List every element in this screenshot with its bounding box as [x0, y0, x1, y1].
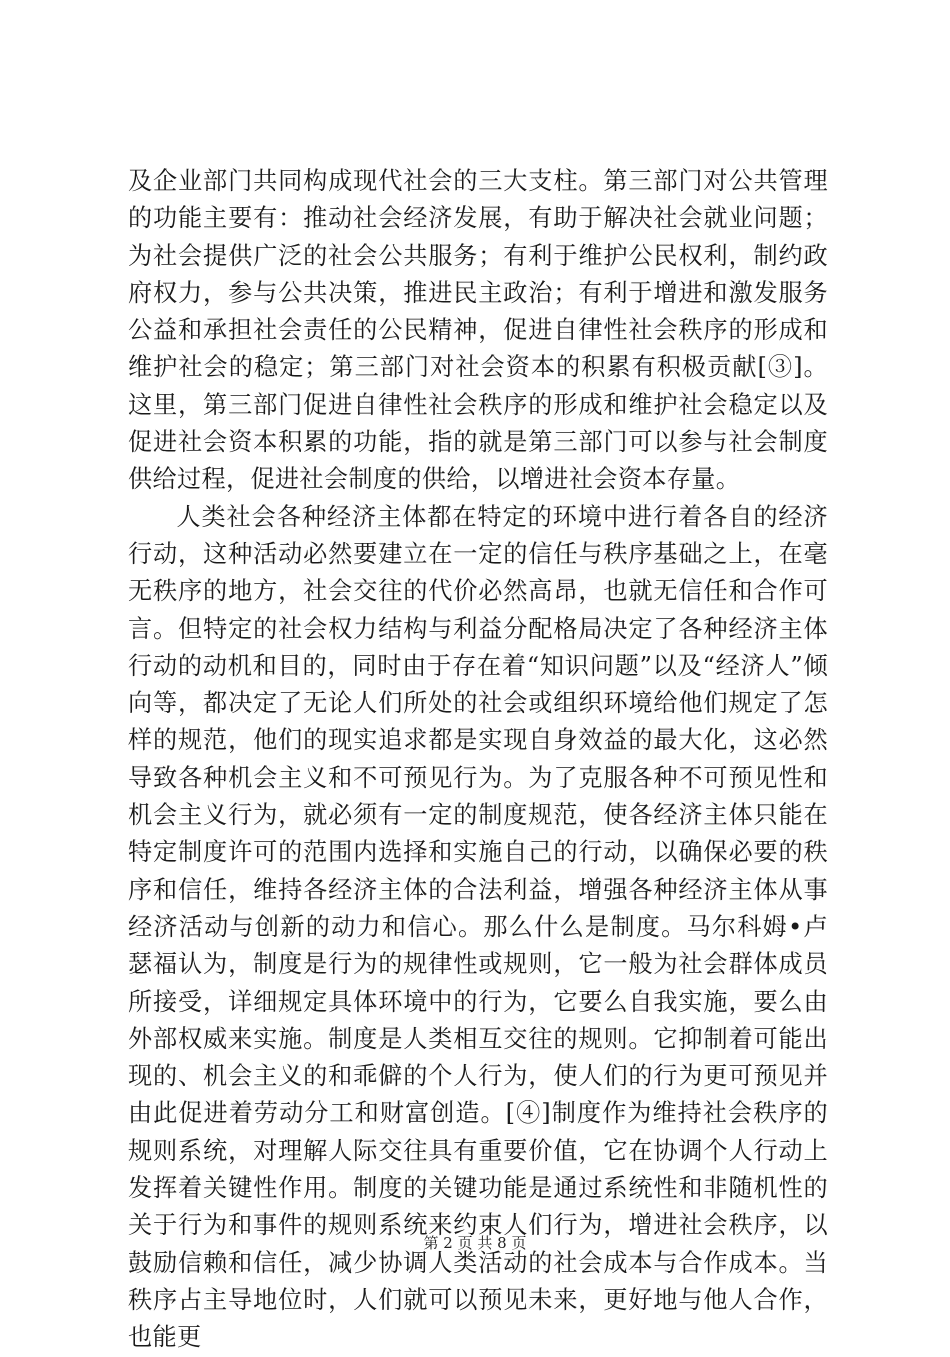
body-text [128, 163, 828, 1357]
paragraph-institutions: 人类社会各种经济主体都在特定的环境中进行着各自的经济行动，这种活动必然要建立在一定的信任与秩序基础之上，在毫无秩序的地方，社会交往的代价必然高昂，也就无信任和合作可言。但特定的社会权力结构与利益分配格局决定了各种经济主体行动的动机和目的，同时由于存在着“知识问题”以及“经济人”倾向等，都决定了无论人们所处的社会或组织环境给他们规定了怎样的规范，他们的现实追求都是实现自身效益的最大化，这必然导致各种机会主义和不可预见行为。为了克服各种不可预见性和机会主义行为，就必须有一定的制度规范，使各经济主体只能在特定制度许可的范围内选择和实施自己的行动，以确保必要的秩序和信任，维持各经济主体的合法利益，增强各种经济主体从事经济活动与创新的动力和信心。那么什么是制度。马尔科姆•卢瑟福认为，制度是行为的规律性或规则，它一般为社会群体成员所接受，详细规定具体环境中的行为，它要么自我实施，要么由外部权威来实施。制度是人类相互交往的规则。它抑制着可能出现的、机会主义的和乖僻的个人行为，使人们的行为更可预见并由此促进着劳动分工和财富创造。[④]制度作为维持社会秩序的规则系统，对理解人际交往具有重要价值，它在协调个人行动上发挥着关键性作用。制度的关键功能是通过系统性和非随机性的关于行为和事件的规则系统来约束人们行为，增进社会秩序，以鼓励信赖和信任，减少协调人类活动的社会成本与合作成本。当秩序占主导地位时，人们就可以预见未来，更好地与他人合作，也能更 [128, 502, 828, 1352]
paragraph-continued: 及企业部门共同构成现代社会的三大支柱。第三部门对公共管理的功能主要有：推动社会经济发展，有助于解决社会就业问题；为社会提供广泛的社会公共服务；有利于维护公民权利，制约政府权力，参与公共决策，推进民主政治；有利于增进和激发服务公益和承担社会责任的公民精神，促进自律性社会秩序的形成和维护社会的稳定；第三部门对社会资本的积累有积极贡献[③]。这里，第三部门促进自律性社会秩序的形成和维护社会稳定以及促进社会资本积累的功能，指的就是第三部门可以参与社会制度供给过程，促进社会制度的供给，以增进社会资本存量。 [128, 167, 828, 494]
page-footer: 第 2 页 共 8 页 [423, 1234, 527, 1252]
